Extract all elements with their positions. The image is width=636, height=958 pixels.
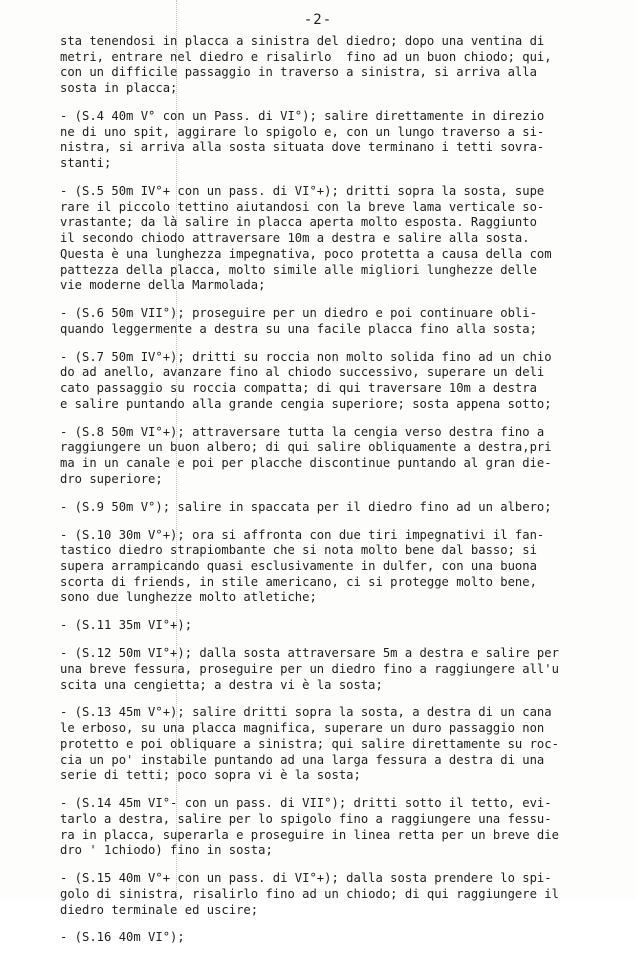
text-line: nistra, si arriva alla sosta situata dove terminano i tetti sovra- [60,140,545,155]
text-line: ma in un canale e poi per placche discontinue puntando al gran die- [60,456,552,471]
text-line: tastico diedro strapiombante che si nota molto bene dal basso; si [60,543,537,558]
text-line: vie moderne della Marmolada; [60,278,266,293]
text-line: raggiungere un buon albero; di qui salire obliquamente a destra,pri [60,440,552,455]
text-line: una breve fessura, proseguire per un diedro fino a raggiungere all'u [60,661,559,676]
text-line: protetto e poi obliquare a sinistra; qui salire direttamente su roc- [60,736,559,751]
pitch-paragraph [60,796,600,859]
text-line: Questa è una lunghezza impegnativa, poco protetta a causa della com [60,246,552,261]
text-line: cato passaggio su roccia compatta; di qui traversare 10m a destra [60,381,537,396]
text-line: quando leggermente a destra su una facile placca fino alla sosta; [60,321,537,336]
text-line: dro ' 1chiodo) fino in sosta; [60,843,273,858]
text-line: scita una cengietta; a destra vi è la sosta; [60,677,383,692]
text-line: sosta in placca; [60,81,178,96]
text-line: - (S.5 50m IV°+ con un pass. di VI°+); dritti sopra la sosta, supe [60,184,545,198]
text-line: - (S.11 35m VI°+); [60,618,193,633]
text-line: metri, entrare nel diedro e risalirlo fino ad un buon chiodo; qui, [60,49,552,64]
pitch-paragraph [60,109,600,172]
text-line: - (S.6 50m VII°); proseguire per un diedro e poi continuare obli- [60,306,537,321]
pitch-paragraph [60,184,600,294]
text-line: vrastante; da là salire in placca aperta molto esposta. Raggiunto [60,215,537,230]
pitch-paragraph [60,705,600,784]
text-line: tarlo a destra, salire per lo spigolo fino a raggiungere una fessu- [60,811,552,826]
pitch-paragraph [60,306,600,337]
pitch-paragraph [60,500,600,516]
text-line: - (S.13 45m V°+); salire dritti sopra la sosta, a destra di un cana [60,705,552,720]
text-line: scorta di friends, in stile americano, ci si protegge molto bene, [60,574,537,589]
text-line: rare il piccolo tettino aiutandosi con la breve lama verticale so- [60,199,545,214]
pitch-paragraph [60,930,600,946]
text-line: dro superiore; [60,471,163,486]
text-line: diedro terminale ed uscire; [60,902,259,917]
text-line: supera arrampicando quasi esclusivamente in dulfer, con una buona [60,559,537,573]
text-line: - (S.10 30m V°+); ora si affronta con due tiri impegnativi il fan- [60,527,545,542]
text-line: - (S.8 50m VI°+); attraversare tutta la cengia verso destra fino a [60,424,545,439]
text-line: - (S.7 50m IV°+); dritti su roccia non molto solida fino ad un chio [60,349,552,364]
text-line: - (S.4 40m V° con un Pass. di VI°); salire direttamente in direzio [60,109,545,123]
text-line: pattezza della placca, molto simile alle migliori lunghezze delle [60,262,537,277]
text-line: le erboso, su una placca magnifica, superare un duro passaggio non [60,721,545,736]
text-line: do ad anello, avanzare fino al chiodo successivo, superare un deli [60,365,545,380]
text-line: golo di sinistra, risalirlo fino ad un chiodo; di qui raggiungere il [60,886,559,901]
text-line: - (S.15 40m V°+ con un pass. di VI°+); dalla sosta prendere lo spi- [60,871,552,886]
text-line: ne di uno spit, aggirare lo spigolo e, con un lungo traverso a si- [60,124,545,139]
pitch-paragraph [60,425,600,488]
text-line: - (S.16 40m VI°); [60,930,185,945]
pitch-paragraph [60,34,600,97]
page-number: -2- [303,12,333,28]
text-line: cia un po' instabile puntando ad una larga fessura a destra di una [60,752,545,767]
pitch-paragraph [60,350,600,413]
text-line: con un difficile passaggio in traverso a sinistra, si arriva alla [60,65,537,80]
pitch-paragraph [60,646,600,693]
text-line: - (S.9 50m V°); salire in spaccata per il diedro fino ad un albero; [60,499,552,514]
pitch-paragraph [60,528,600,607]
text-line: ra in placca, superarla e proseguire in linea retta per un breve die [60,827,559,842]
text-line: - (S.14 45m VI°- con un pass. di VII°); dritti sotto il tetto, evi- [60,796,552,811]
pitch-paragraph [60,871,600,918]
route-description [60,34,600,958]
pitch-paragraph [60,618,600,634]
text-line: serie di tetti; poco sopra vi è la sosta; [60,768,361,783]
text-line: il secondo chiodo attraversare 10m a destra e salire alla sosta. [60,231,530,246]
text-line: sono due lunghezze molto atletiche; [60,590,317,605]
text-line: e salire puntando alla grande cengia superiore; sosta appena sotto; [60,396,552,411]
text-line: stanti; [60,156,112,171]
text-line: sta tenendosi in placca a sinistra del diedro; dopo una ventina di [60,34,545,48]
text-line: - (S.12 50m VI°+); dalla sosta attraversare 5m a destra e salire per [60,646,559,661]
